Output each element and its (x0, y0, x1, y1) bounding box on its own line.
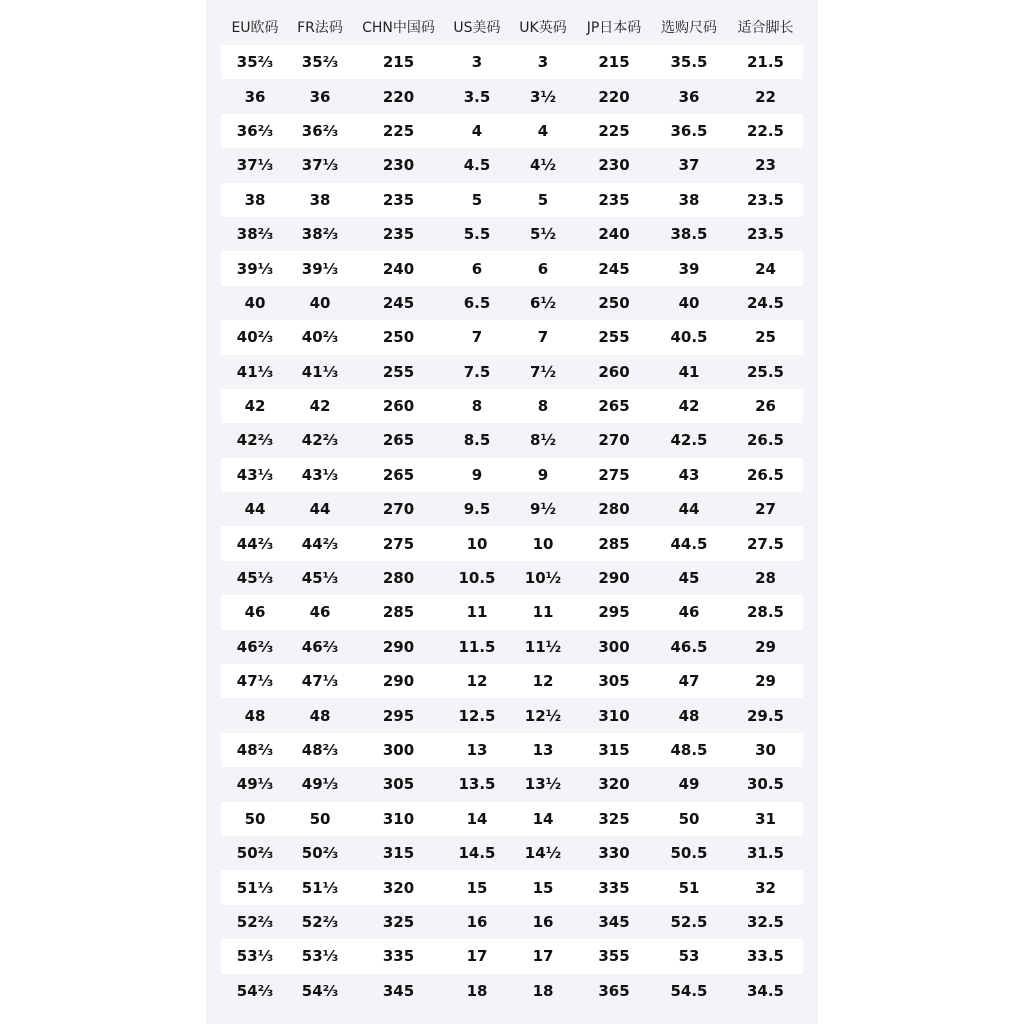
cell-jp: 300 (598, 637, 630, 656)
cell-selected-size: 42.5 (670, 431, 708, 450)
cell-jp: 265 (598, 397, 630, 416)
cell-eu: 42 (244, 397, 266, 416)
cell-uk: 3 (537, 53, 549, 72)
cell-fr: 37⅓ (301, 156, 339, 175)
cell-uk: 8 (537, 397, 549, 416)
cell-uk: 5 (537, 190, 549, 209)
cell-jp: 215 (598, 53, 630, 72)
cell-chn: 300 (382, 741, 415, 759)
cell-us: 14.5 (458, 844, 496, 863)
table-row (221, 561, 803, 595)
cell-fr: 36⅔ (301, 121, 339, 140)
cell-jp: 365 (598, 981, 630, 1000)
cell-chn: 290 (382, 672, 415, 691)
cell-us: 12.5 (458, 706, 496, 725)
cell-chn: 285 (382, 603, 415, 622)
table-row (221, 355, 803, 389)
cell-uk: 14½ (524, 844, 562, 863)
cell-chn: 225 (382, 121, 415, 140)
cell-chn: 235 (382, 225, 415, 244)
cell-fr: 41⅓ (301, 362, 339, 381)
header-fr: FR法码 (297, 19, 343, 36)
cell-fr: 44⅔ (301, 534, 339, 553)
cell-jp: 295 (598, 603, 630, 622)
cell-fr: 54⅔ (301, 981, 339, 1000)
cell-us: 8 (471, 397, 483, 416)
cell-chn: 265 (382, 465, 415, 484)
cell-uk: 7½ (530, 362, 556, 381)
cell-jp: 335 (598, 878, 630, 897)
cell-fr: 40⅔ (301, 328, 339, 347)
table-row (221, 251, 803, 285)
cell-jp: 235 (598, 190, 630, 209)
cell-us: 14 (466, 809, 488, 828)
cell-fr: 40 (309, 293, 331, 312)
header-chn: CHN中国码 (362, 19, 435, 36)
cell-foot-length: 34.5 (746, 981, 784, 1000)
table-row (221, 79, 803, 113)
table-row (221, 767, 803, 801)
cell-selected-size: 46 (678, 603, 700, 622)
cell-jp: 315 (598, 741, 630, 759)
size-conversion-table (221, 8, 803, 1008)
cell-jp: 285 (598, 534, 630, 553)
cell-chn: 235 (382, 190, 415, 209)
table-row (221, 733, 803, 767)
cell-eu: 35⅔ (236, 53, 274, 72)
table-row (221, 286, 803, 320)
cell-fr: 45⅓ (301, 569, 339, 588)
table-row (221, 595, 803, 629)
cell-jp: 245 (598, 259, 630, 278)
cell-jp: 275 (598, 465, 630, 484)
cell-foot-length: 30 (755, 741, 776, 759)
cell-fr: 42 (309, 397, 331, 416)
cell-chn: 270 (382, 500, 415, 519)
cell-uk: 18 (532, 981, 554, 1000)
cell-us: 15 (466, 878, 488, 897)
cell-uk: 9 (537, 465, 549, 484)
cell-uk: 15 (532, 878, 554, 897)
header-jp: JP日本码 (586, 19, 642, 36)
cell-uk: 6½ (530, 293, 556, 312)
cell-foot-length: 31 (755, 809, 776, 828)
cell-foot-length: 24 (755, 259, 776, 278)
cell-jp: 280 (598, 500, 630, 519)
cell-eu: 48⅔ (236, 741, 274, 759)
cell-foot-length: 25.5 (746, 362, 784, 381)
cell-fr: 52⅔ (301, 912, 339, 931)
cell-selected-size: 36 (678, 87, 700, 106)
cell-eu: 38 (244, 190, 266, 209)
cell-eu: 44⅔ (236, 534, 274, 553)
table-row (221, 389, 803, 423)
table-row (221, 45, 803, 79)
cell-foot-length: 27 (755, 500, 776, 519)
cell-chn: 240 (382, 259, 415, 278)
cell-fr: 44 (309, 500, 331, 519)
cell-foot-length: 24.5 (746, 293, 784, 312)
cell-chn: 295 (382, 706, 415, 725)
header-eu: EU欧码 (231, 19, 279, 36)
cell-chn: 345 (382, 981, 415, 1000)
cell-foot-length: 29.5 (746, 706, 784, 725)
header-foot-length: 适合脚长 (737, 19, 794, 36)
cell-jp: 240 (598, 225, 630, 244)
cell-foot-length: 23.5 (746, 190, 784, 209)
cell-selected-size: 54.5 (670, 981, 708, 1000)
cell-us: 18 (466, 981, 488, 1000)
cell-fr: 50⅔ (301, 844, 339, 863)
cell-selected-size: 37 (678, 156, 700, 175)
cell-eu: 44 (244, 500, 266, 519)
cell-foot-length: 22.5 (746, 121, 784, 140)
cell-eu: 51⅓ (236, 878, 274, 897)
cell-uk: 3½ (530, 87, 556, 106)
cell-uk: 4½ (530, 156, 556, 175)
table-row (221, 664, 803, 698)
header-selected-size: 选购尺码 (661, 19, 717, 36)
cell-fr: 50 (309, 809, 331, 828)
cell-chn: 280 (382, 569, 415, 588)
cell-chn: 290 (382, 637, 415, 656)
table-row (221, 939, 803, 973)
cell-uk: 10 (532, 534, 554, 553)
cell-uk: 8½ (530, 431, 556, 450)
cell-selected-size: 35.5 (670, 53, 708, 72)
cell-eu: 42⅔ (236, 431, 274, 450)
cell-foot-length: 27.5 (746, 534, 784, 553)
cell-foot-length: 23 (755, 156, 776, 175)
cell-us: 5.5 (463, 225, 491, 244)
cell-selected-size: 44.5 (670, 534, 708, 553)
cell-uk: 5½ (530, 225, 556, 244)
cell-fr: 53⅓ (301, 947, 339, 966)
cell-chn: 275 (382, 534, 415, 553)
cell-jp: 290 (598, 569, 630, 588)
cell-foot-length: 21.5 (746, 53, 784, 72)
cell-uk: 14 (532, 809, 554, 828)
table-row (221, 492, 803, 526)
cell-selected-size: 48 (678, 706, 700, 725)
cell-foot-length: 26 (755, 397, 776, 416)
table-row (221, 870, 803, 904)
cell-us: 13 (466, 741, 488, 759)
table-row (221, 802, 803, 836)
cell-eu: 48 (244, 706, 266, 725)
cell-eu: 41⅓ (236, 362, 274, 381)
cell-fr: 39⅓ (301, 259, 339, 278)
cell-jp: 250 (598, 293, 630, 312)
cell-eu: 50 (244, 809, 266, 828)
cell-fr: 36 (309, 87, 331, 106)
cell-selected-size: 44 (678, 500, 700, 519)
cell-chn: 220 (382, 87, 415, 106)
cell-selected-size: 51 (678, 878, 700, 897)
cell-selected-size: 46.5 (670, 637, 708, 656)
table-row (221, 458, 803, 492)
cell-selected-size: 38.5 (670, 225, 708, 244)
cell-foot-length: 32.5 (746, 912, 784, 931)
cell-selected-size: 40.5 (670, 328, 708, 347)
table-body (221, 45, 803, 1008)
cell-jp: 230 (598, 156, 630, 175)
cell-chn: 245 (382, 293, 415, 312)
cell-eu: 45⅓ (236, 569, 274, 588)
cell-uk: 16 (532, 912, 554, 931)
cell-us: 4.5 (463, 156, 491, 175)
cell-jp: 270 (598, 431, 630, 450)
cell-jp: 310 (598, 706, 630, 725)
cell-selected-size: 42 (678, 397, 700, 416)
cell-fr: 43⅓ (301, 465, 339, 484)
cell-selected-size: 43 (678, 465, 700, 484)
cell-eu: 43⅓ (236, 465, 274, 484)
cell-uk: 11½ (524, 637, 562, 656)
cell-selected-size: 47 (678, 672, 700, 691)
cell-chn: 325 (382, 912, 415, 931)
cell-chn: 305 (382, 775, 415, 794)
table-row (221, 630, 803, 664)
cell-us: 9.5 (463, 500, 491, 519)
cell-fr: 48 (309, 706, 331, 725)
table-row (221, 974, 803, 1008)
cell-eu: 47⅓ (236, 672, 274, 691)
cell-chn: 265 (382, 431, 415, 450)
cell-chn: 260 (382, 397, 415, 416)
cell-eu: 50⅔ (236, 844, 274, 863)
cell-eu: 40 (244, 293, 266, 312)
table-row (221, 217, 803, 251)
table-row (221, 148, 803, 182)
cell-jp: 225 (598, 121, 630, 140)
cell-chn: 215 (382, 53, 415, 72)
cell-selected-size: 36.5 (670, 121, 708, 140)
cell-uk: 6 (537, 259, 549, 278)
cell-uk: 12½ (524, 706, 562, 725)
cell-us: 11.5 (458, 637, 496, 656)
cell-us: 12 (466, 672, 488, 691)
cell-chn: 320 (382, 878, 415, 897)
cell-fr: 51⅓ (301, 878, 339, 897)
table-row (221, 836, 803, 870)
cell-us: 13.5 (458, 775, 496, 794)
cell-chn: 230 (382, 156, 415, 175)
cell-selected-size: 53 (678, 947, 700, 966)
table-row (221, 183, 803, 217)
cell-jp: 260 (598, 362, 630, 381)
cell-eu: 36 (244, 87, 266, 106)
cell-jp: 355 (598, 947, 630, 966)
cell-fr: 47⅓ (301, 672, 339, 691)
cell-fr: 46⅔ (301, 637, 339, 656)
cell-eu: 36⅔ (236, 121, 274, 140)
cell-foot-length: 26.5 (746, 431, 784, 450)
cell-foot-length: 23.5 (746, 225, 784, 244)
cell-jp: 345 (598, 912, 630, 931)
cell-eu: 37⅓ (236, 156, 274, 175)
cell-jp: 320 (598, 775, 630, 794)
cell-chn: 250 (382, 328, 415, 347)
cell-us: 5 (471, 190, 483, 209)
cell-us: 8.5 (463, 431, 491, 450)
table-row (221, 698, 803, 732)
cell-chn: 255 (382, 362, 415, 381)
cell-uk: 17 (532, 947, 554, 966)
cell-uk: 4 (537, 121, 549, 140)
table-header-row (221, 8, 803, 45)
cell-uk: 12 (532, 672, 554, 691)
cell-fr: 42⅔ (301, 431, 339, 450)
cell-selected-size: 52.5 (670, 912, 708, 931)
cell-chn: 315 (382, 844, 415, 863)
cell-uk: 10½ (524, 569, 562, 588)
cell-us: 10 (466, 534, 488, 553)
header-uk: UK英码 (519, 19, 567, 36)
cell-selected-size: 39 (678, 259, 700, 278)
table-row (221, 905, 803, 939)
cell-eu: 54⅔ (236, 981, 274, 1000)
cell-uk: 13 (532, 741, 554, 759)
cell-us: 3.5 (463, 87, 491, 106)
cell-jp: 325 (598, 809, 630, 828)
cell-jp: 305 (598, 672, 630, 691)
cell-jp: 220 (598, 87, 630, 106)
cell-selected-size: 50 (678, 809, 700, 828)
cell-foot-length: 29 (755, 672, 776, 691)
cell-fr: 48⅔ (301, 741, 339, 759)
cell-us: 16 (466, 912, 488, 931)
cell-eu: 52⅔ (236, 912, 274, 931)
header-us: US美码 (453, 19, 501, 36)
cell-selected-size: 50.5 (670, 844, 708, 863)
table-row (221, 114, 803, 148)
table-row (221, 526, 803, 560)
cell-jp: 255 (598, 328, 630, 347)
cell-us: 4 (471, 121, 483, 140)
cell-us: 3 (471, 53, 483, 72)
cell-foot-length: 28 (755, 569, 776, 588)
cell-fr: 38⅔ (301, 225, 339, 244)
cell-selected-size: 41 (678, 362, 700, 381)
cell-foot-length: 30.5 (746, 775, 784, 794)
cell-us: 7.5 (463, 362, 491, 381)
cell-foot-length: 25 (755, 328, 776, 347)
cell-uk: 11 (532, 603, 554, 622)
cell-eu: 53⅓ (236, 947, 274, 966)
cell-selected-size: 45 (678, 569, 700, 588)
cell-chn: 310 (382, 809, 415, 828)
cell-uk: 13½ (524, 775, 562, 794)
table-row (221, 423, 803, 457)
cell-eu: 38⅔ (236, 225, 274, 244)
cell-selected-size: 49 (678, 775, 700, 794)
cell-us: 7 (471, 328, 483, 347)
cell-foot-length: 26.5 (746, 465, 784, 484)
cell-foot-length: 33.5 (746, 947, 784, 966)
cell-us: 6.5 (463, 293, 491, 312)
table-row (221, 320, 803, 354)
cell-foot-length: 32 (755, 878, 776, 897)
cell-eu: 39⅓ (236, 259, 274, 278)
cell-eu: 49⅓ (236, 775, 274, 794)
cell-uk: 9½ (530, 500, 556, 519)
cell-foot-length: 29 (755, 637, 776, 656)
cell-us: 11 (466, 603, 488, 622)
cell-selected-size: 40 (678, 293, 700, 312)
cell-fr: 35⅔ (301, 53, 339, 72)
cell-foot-length: 31.5 (746, 844, 784, 863)
cell-us: 10.5 (458, 569, 496, 588)
cell-uk: 7 (537, 328, 549, 347)
cell-selected-size: 48.5 (670, 741, 708, 759)
cell-selected-size: 38 (678, 190, 700, 209)
cell-eu: 46 (244, 603, 266, 622)
cell-fr: 46 (309, 603, 331, 622)
cell-chn: 335 (382, 947, 415, 966)
cell-us: 17 (466, 947, 488, 966)
cell-fr: 49⅓ (301, 775, 339, 794)
cell-us: 9 (471, 465, 483, 484)
cell-fr: 38 (309, 190, 331, 209)
cell-jp: 330 (598, 844, 630, 863)
cell-us: 6 (471, 259, 483, 278)
cell-foot-length: 22 (755, 87, 776, 106)
cell-eu: 40⅔ (236, 328, 274, 347)
cell-foot-length: 28.5 (746, 603, 784, 622)
cell-eu: 46⅔ (236, 637, 274, 656)
